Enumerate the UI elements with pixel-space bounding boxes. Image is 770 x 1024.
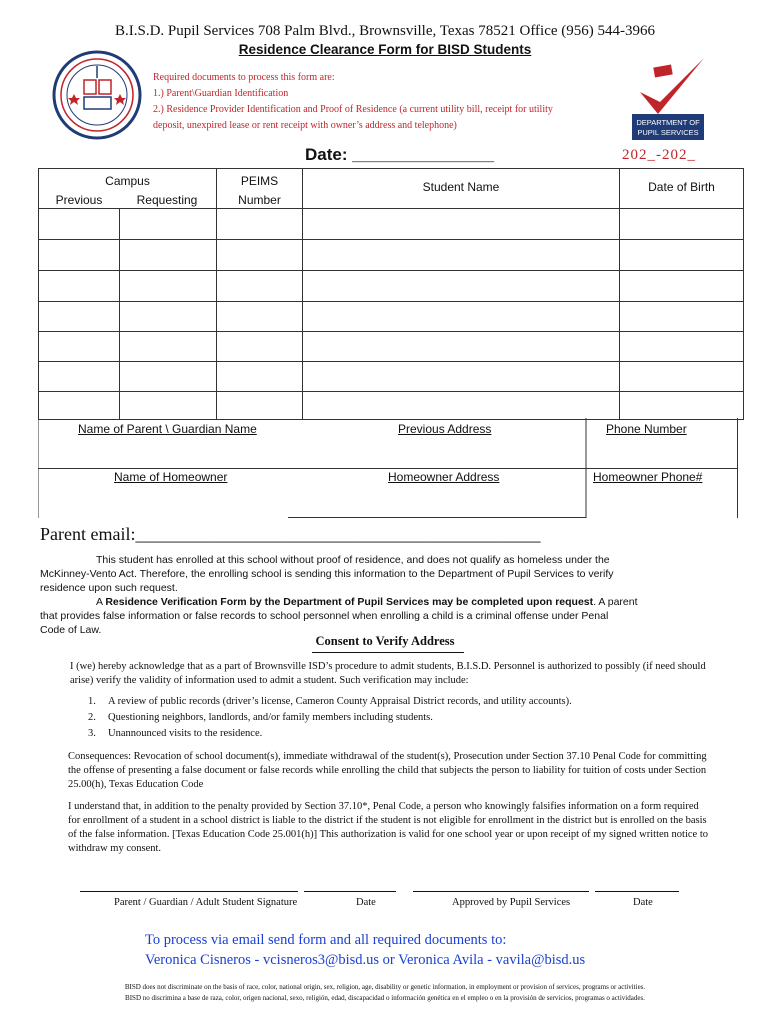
peims-label: PEIMS: [240, 174, 279, 188]
list-item: 3. Unannounced visits to the residence.: [88, 728, 263, 739]
cell-student-name[interactable]: [303, 332, 620, 362]
cell-peims[interactable]: [217, 392, 303, 420]
form-title: Residence Clearance Form for BISD Students: [238, 42, 532, 57]
understand-text: I understand that, in addition to the penalty provided by Section 37.10*, Penal Code, a person who knowingly falsifies information on a form required for enrollment of a student in a school district is liable to the district if the student is not eligible for enrollment in the district but is enrolled on the basis of the false information. [Texas Education Code 25.001(h)] This authorization is valid for one school year or upon receipt of my signed written notice to withdraw my consent.: [68, 801, 708, 854]
dob-label: Date of Birth: [648, 180, 715, 194]
cell-student-name[interactable]: [303, 362, 620, 392]
cell-previous[interactable]: [39, 392, 120, 420]
cell-requesting[interactable]: [120, 209, 217, 240]
contact-header: B.I.S.D. Pupil Services 708 Palm Blvd., Brownsville, Texas 78521 Office (956) 544-3966: [114, 23, 656, 39]
cell-requesting[interactable]: [120, 332, 217, 362]
dob-header: [620, 169, 744, 209]
nondiscrimination-footer: [0, 982, 770, 1004]
required-documents: [153, 70, 553, 134]
process-instructions: [145, 930, 585, 970]
cell-peims[interactable]: [217, 332, 303, 362]
consent-underline: [312, 652, 464, 653]
campus-header: [39, 169, 217, 209]
notice-bold: Residence Verification Form by the Department of Pupil Services may be completed upon request: [105, 596, 594, 608]
notice-line-2: McKinney-Vento Act. Therefore, the enrolling school is sending this information to the Department of Pupil Services to verify: [40, 568, 614, 580]
approval-label: Approved by Pupil Services: [452, 897, 571, 908]
cell-peims[interactable]: [217, 302, 303, 332]
cell-previous[interactable]: [39, 240, 120, 271]
homeowner-phone-label: Homeowner Phone#: [593, 470, 703, 484]
notice-a: A: [96, 596, 106, 608]
required-item-2: 2.) Residence Provider Identification and Proof of Residence (a current utility bill, receipt for utility: [153, 104, 553, 115]
cell-requesting[interactable]: [120, 302, 217, 332]
date-line-2[interactable]: [595, 891, 679, 892]
homeowner-address-label: Homeowner Address: [388, 470, 500, 484]
consequences-text: Consequences: Revocation of school document(s), immediate withdrawal of the student(s), Prosecution under Section 37.10 Penal Code for committing the offense of presenting a false document or false records while enrolling the child that subjects the person to liability for tuition of costs under Section 25.00(h), Texas Education Code: [68, 751, 707, 790]
required-item-1: 1.) Parent\Guardian Identification: [153, 88, 289, 99]
cell-student-name[interactable]: [303, 271, 620, 302]
notice-line-1: This student has enrolled at this school without proof of residence, and does not qualify as homeless under the: [96, 554, 610, 566]
footer-english: BISD does not discriminate on the basis of race, color, national origin, sex, religion, age, disability or genetic information, in employment or provision of services, programs or activities.: [124, 983, 646, 991]
date-field[interactable]: Date: _______________: [305, 145, 495, 164]
cell-dob[interactable]: [620, 271, 744, 302]
cell-requesting[interactable]: [120, 271, 217, 302]
previous-address-label: Previous Address: [398, 422, 492, 436]
cell-previous[interactable]: [39, 209, 120, 240]
required-item-2-cont: deposit, unexpired lease or rent receipt with owner’s address and telephone): [153, 120, 457, 131]
process-line-1: To process via email send form and all required documents to:: [145, 932, 507, 948]
cell-requesting[interactable]: [120, 362, 217, 392]
notice-line-6: Code of Law.: [40, 624, 102, 636]
cell-dob[interactable]: [620, 240, 744, 271]
consent-title: Consent to Verify Address: [315, 634, 455, 648]
cell-dob[interactable]: [620, 302, 744, 332]
footer-spanish: BISD no discrimina a base de raza, color, origen nacional, sexo, religión, edad, discapacidad o información genética en el empleo o en la provisión de servicios, programas o actividades.: [125, 994, 645, 1002]
approval-line[interactable]: [413, 891, 589, 892]
list-item: 1. A review of public records (driver’s license, Cameron County Appraisal District records, and utility accounts).: [88, 696, 572, 707]
cell-dob[interactable]: [620, 209, 744, 240]
cell-student-name[interactable]: [303, 302, 620, 332]
cell-peims[interactable]: [217, 271, 303, 302]
cell-previous[interactable]: [39, 362, 120, 392]
required-heading: Required documents to process this form are:: [153, 72, 335, 83]
date-label-2: Date: [633, 897, 653, 908]
homeowner-name-label: Name of Homeowner: [114, 470, 228, 484]
number-label: Number: [238, 193, 281, 207]
consent-intro: I (we) hereby acknowledge that as a part of Brownsville ISD’s procedure to admit students, B.I.S.D. Personnel is authorized to possibly (if need should arise) verify the validity of information used to admit a student. Such verification may include:: [70, 661, 706, 686]
cell-requesting[interactable]: [120, 240, 217, 271]
requesting-label: Requesting: [136, 193, 198, 207]
parent-name-label: Name of Parent \ Guardian Name: [78, 422, 257, 436]
parent-email-field[interactable]: Parent email:_____________________________________________: [40, 524, 541, 544]
cell-student-name[interactable]: [303, 392, 620, 420]
cell-previous[interactable]: [39, 302, 120, 332]
student-name-label: Student Name: [422, 180, 500, 194]
signature-label: Parent / Guardian / Adult Student Signature: [114, 897, 298, 908]
cell-peims[interactable]: [217, 240, 303, 271]
cell-dob[interactable]: [620, 362, 744, 392]
student-name-header: [303, 169, 620, 209]
notice-line-3: residence upon such request.: [40, 582, 178, 594]
student-table: [38, 168, 744, 420]
notice-rest: . A parent: [593, 596, 638, 608]
signature-line[interactable]: [80, 891, 298, 892]
enrollment-notice: [40, 553, 730, 637]
cell-dob[interactable]: [620, 332, 744, 362]
cell-previous[interactable]: [39, 332, 120, 362]
peims-header: [217, 169, 303, 209]
list-item: 2. Questioning neighbors, landlords, and/or family members including students.: [88, 712, 433, 723]
cell-peims[interactable]: [217, 209, 303, 240]
date-label-1: Date: [356, 897, 376, 908]
campus-label: Campus: [105, 174, 150, 188]
phone-label: Phone Number: [606, 422, 687, 436]
date-line-1[interactable]: [304, 891, 396, 892]
process-contacts[interactable]: Veronica Cisneros - vcisneros3@bisd.us or Veronica Avila - vavila@bisd.us: [145, 952, 586, 968]
notice-line-5: that provides false information or false records to school personnel when enrolling a child is a criminal offense under Penal: [40, 610, 609, 622]
cell-peims[interactable]: [217, 362, 303, 392]
cell-previous[interactable]: [39, 271, 120, 302]
cell-dob[interactable]: [620, 392, 744, 420]
cell-requesting[interactable]: [120, 392, 217, 420]
previous-label: Previous: [55, 193, 103, 207]
cell-student-name[interactable]: [303, 240, 620, 271]
address-section: [38, 418, 738, 518]
verification-list: [88, 694, 572, 742]
pupil-services-logo: [630, 52, 708, 144]
bisd-seal-logo: [52, 50, 142, 140]
school-year: 202_-202_: [622, 147, 696, 163]
cell-student-name[interactable]: [303, 209, 620, 240]
logo-text-line1: DEPARTMENT OF: [636, 118, 700, 127]
logo-text-line2: PUPIL SERVICES: [637, 128, 699, 137]
